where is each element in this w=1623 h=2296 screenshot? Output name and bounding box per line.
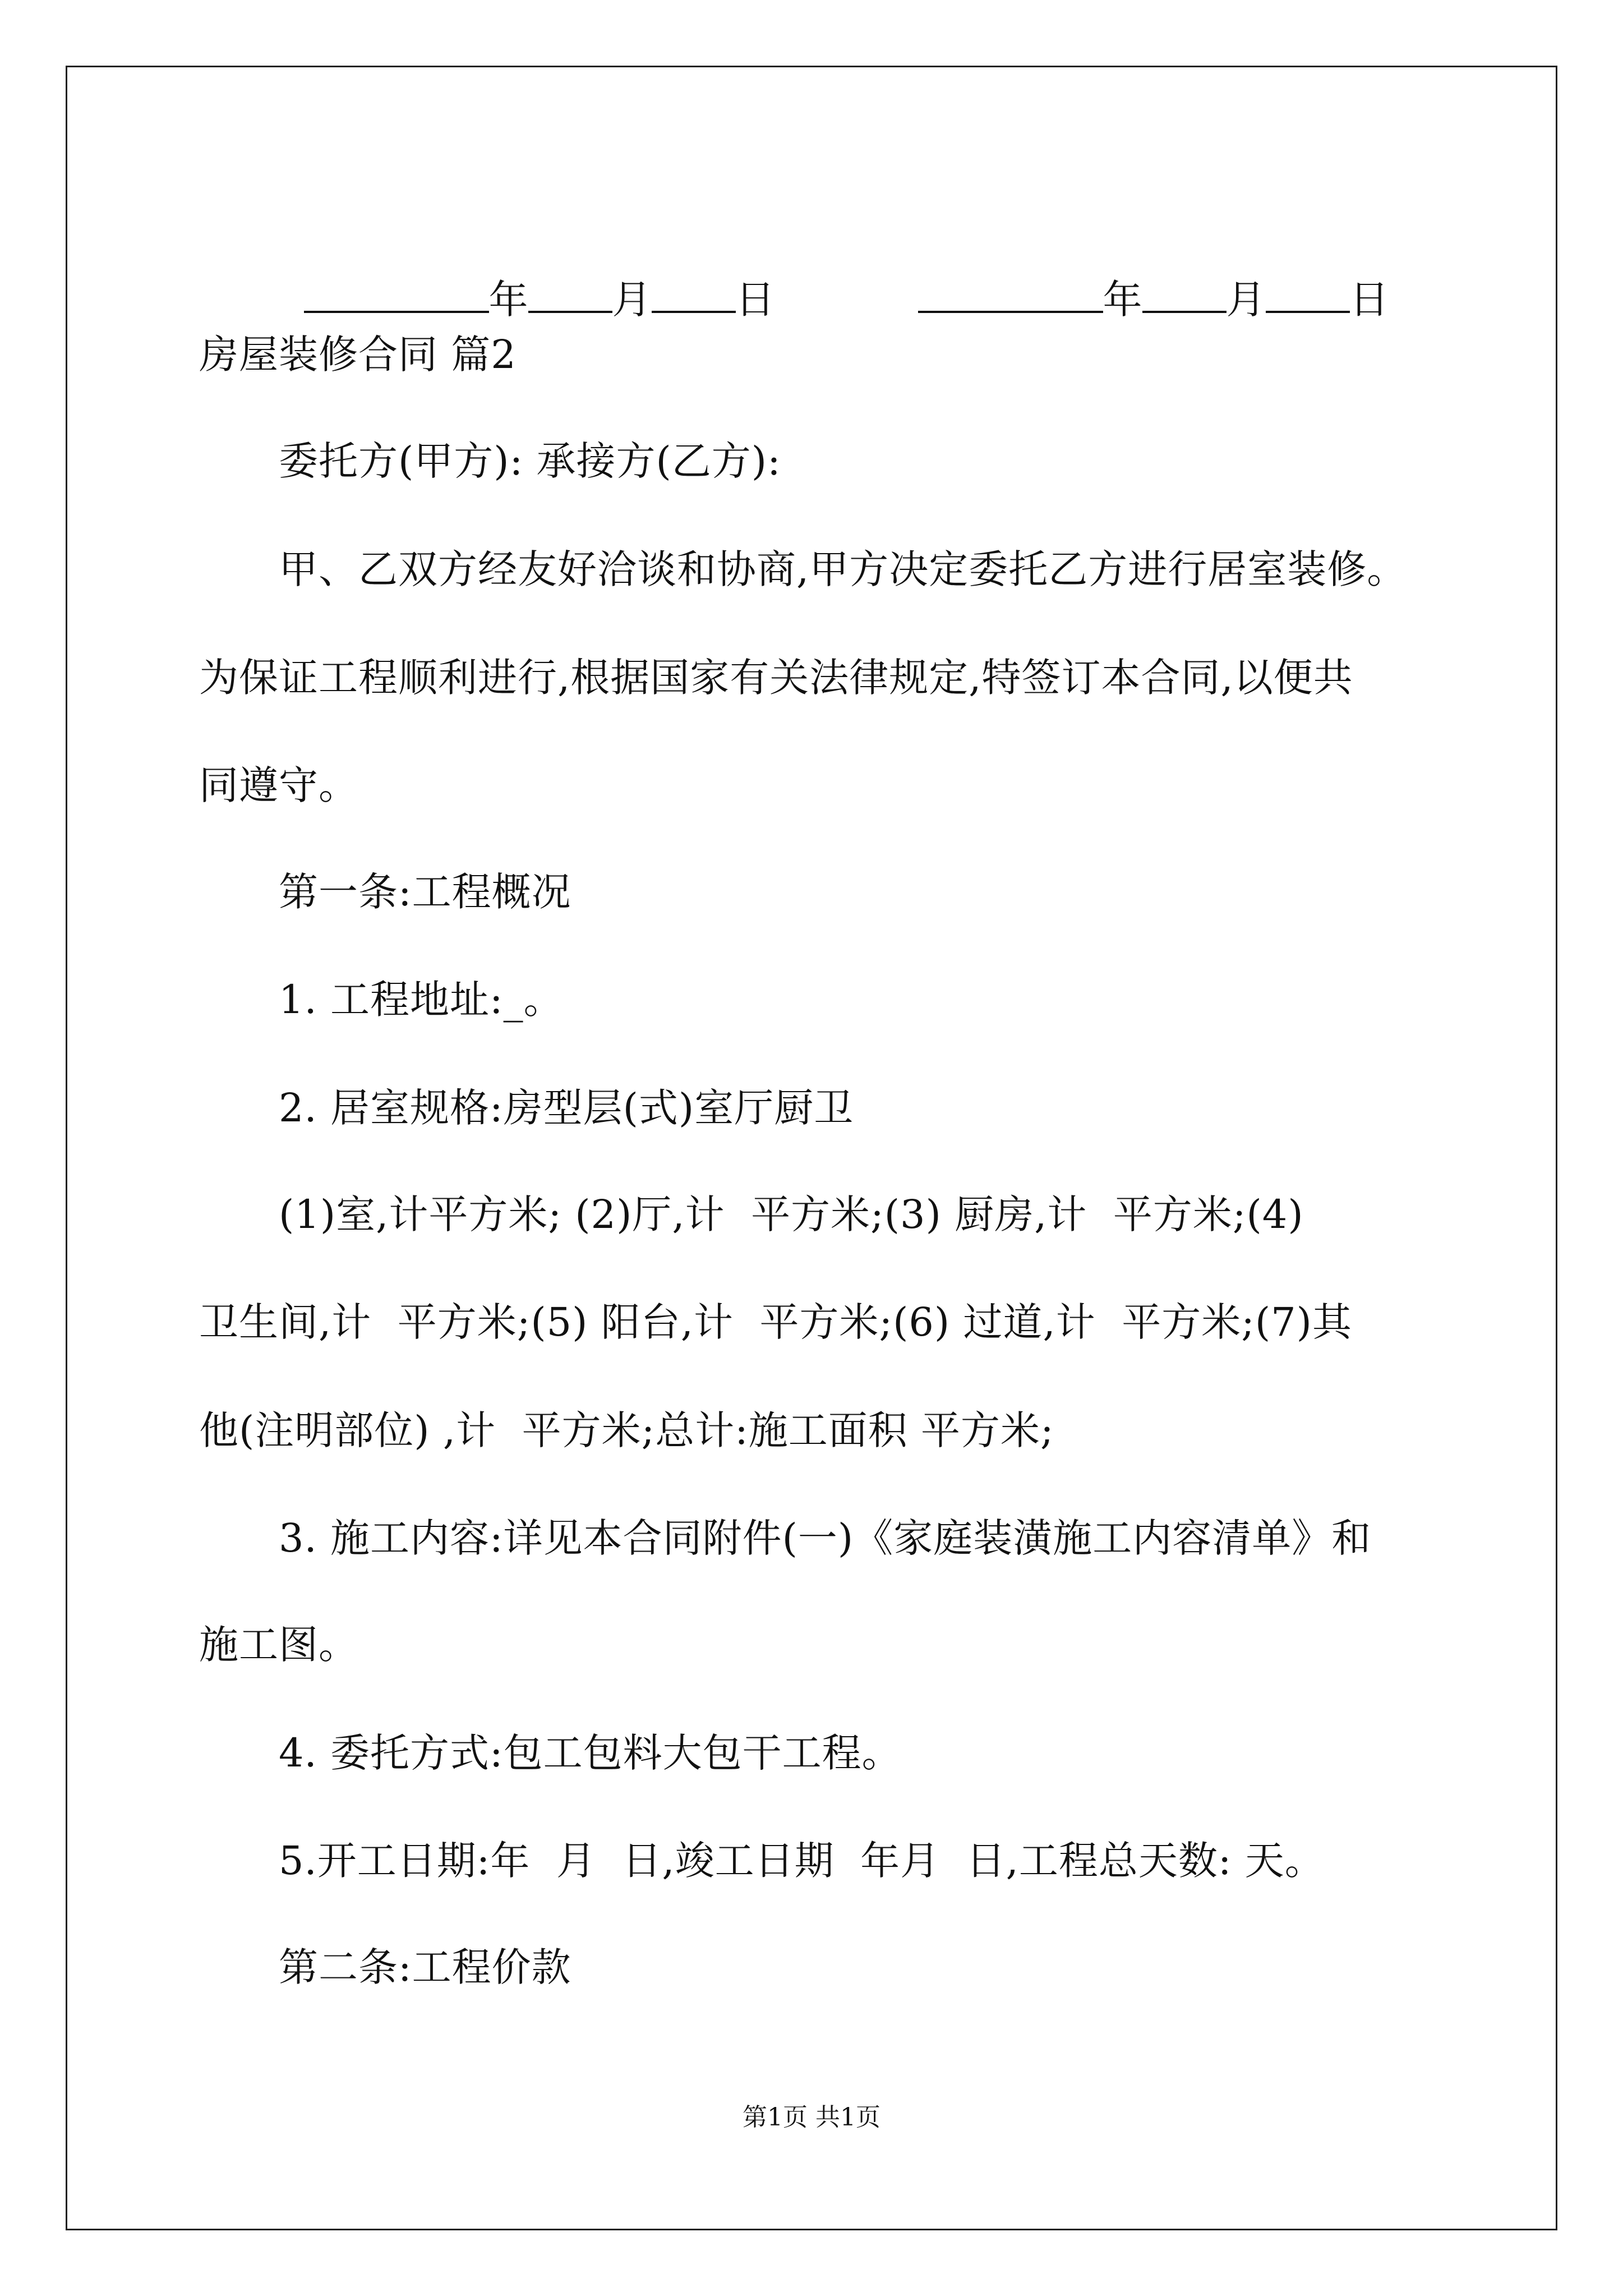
year-label: 年 [488,277,528,323]
article-heading: 第一条:工程概况 [279,869,571,915]
date-line-right [893,223,1389,325]
page-footer: 第1页 共1页 [743,2103,880,2132]
day-blank [1266,274,1350,313]
parties-line: 委托方(甲方): 承接方(乙方): [279,438,781,484]
month-blank [1142,274,1227,313]
clause-line: 5.开工日期:年 月 日,竣工日期 年月 日,工程总天数: 天。 [279,1838,1325,1884]
year-label: 年 [1103,277,1142,323]
clause-line: 3. 施工内容:详见本合同附件(一)《家庭装潢施工内容清单》和 [279,1515,1372,1561]
clause-line: 1. 工程地址:_。 [279,977,564,1023]
body-line: 甲、乙双方经友好洽谈和协商,甲方决定委托乙方进行居室装修。 [279,546,1407,592]
article-heading: 第二条:工程价款 [279,1944,571,1990]
day-label: 日 [735,277,775,323]
section-heading: 房屋装修合同 篇2 [199,332,517,378]
day-label: 日 [1349,277,1389,323]
year-blank [304,274,489,313]
clause-line: 施工图。 [199,1622,358,1668]
clause-line: (1)室,计平方米; (2)厅,计 平方米;(3) 厨房,计 平方米;(4) [279,1191,1304,1237]
year-blank [918,274,1103,313]
clause-line: 他(注明部位) ,计 平方米;总计:施工面积 平方米; [199,1407,1054,1453]
date-line-left [279,223,775,325]
day-blank [652,274,736,313]
clause-line: 卫生间,计 平方米;(5) 阳台,计 平方米;(6) 过道,计 平方米;(7)其 [199,1299,1352,1345]
page-border [66,66,1557,2230]
month-label: 月 [612,277,652,323]
clause-line: 4. 委托方式:包工包料大包干工程。 [279,1730,902,1776]
month-label: 月 [1226,277,1266,323]
body-line: 为保证工程顺利进行,根据国家有关法律规定,特签订本合同,以便共 [199,655,1353,701]
month-blank [528,274,612,313]
clause-line: 2. 居室规格:房型层(式)室厅厨卫 [279,1085,854,1131]
body-line: 同遵守。 [199,762,358,808]
